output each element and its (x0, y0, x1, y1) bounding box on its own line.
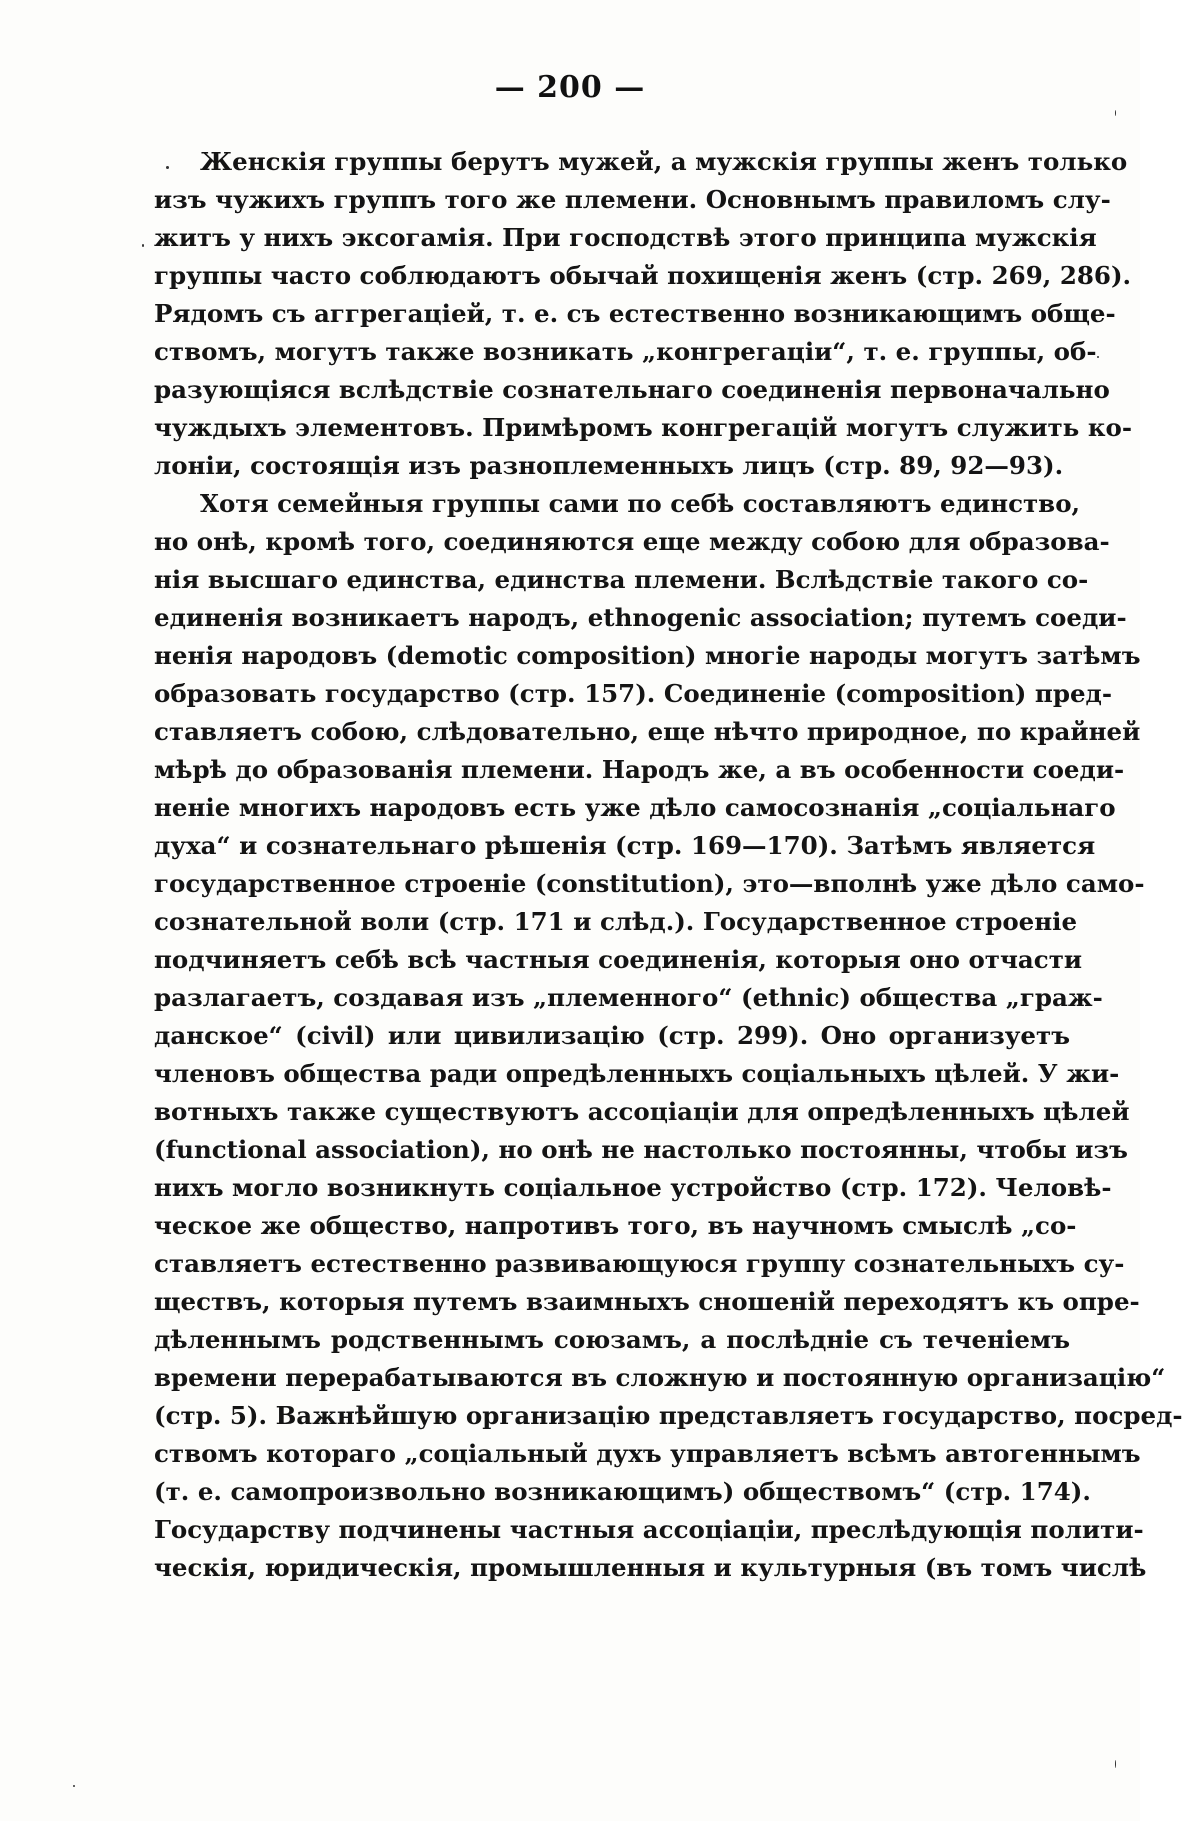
text-line: образовать государство (стр. 157). Соединеніе (composition) пред- (154, 679, 1113, 708)
paragraph-1 (154, 143, 1133, 485)
text-line: Рядомъ съ аггрегаціей, т. е. съ естественно возникающимъ обще- (154, 299, 1116, 328)
text-line: единенія возникаетъ народъ, ethnogenic association; путемъ соеди- (154, 603, 1127, 632)
body-text (154, 143, 1183, 1587)
text-line: мѣрѣ до образованія племени. Народъ же, а въ особенности соеди- (154, 755, 1125, 784)
text-line: данское“ (civil) или цивилизацію (стр. 299). Оно организуетъ (154, 1021, 1070, 1050)
text-line: нихъ могло возникнуть соціальное устройство (стр. 172). Человѣ- (154, 1173, 1112, 1202)
text-line: ствомъ, могутъ также возникать „конгрегаціи“, т. е. группы, об- (154, 337, 1097, 366)
text-line: ществъ, которыя путемъ взаимныхъ сношеній переходятъ къ опре- (154, 1287, 1140, 1316)
text-line: житъ у нихъ эксогамія. При господствѣ этого принципа мужскія (154, 223, 1097, 252)
text-line: ствомъ котораго „соціальный духъ управляетъ всѣмъ автогеннымъ (154, 1439, 1141, 1468)
text-line: лоніи, состоящія изъ разноплеменныхъ лицъ (стр. 89, 92—93). (154, 451, 1064, 480)
text-line: разлагаетъ, создавая изъ „племенного“ (ethnic) общества „граж- (154, 983, 1103, 1012)
scan-speck (166, 166, 169, 169)
text-line: государственное строеніе (constitution), это—вполнѣ уже дѣло само- (154, 869, 1145, 898)
text-line: дѣленнымъ родственнымъ союзамъ, а послѣдніе съ теченіемъ (154, 1325, 1070, 1354)
text-line: сознательной воли (стр. 171 и слѣд.). Государственное строеніе (154, 907, 1078, 936)
text-line: (functional association), но онѣ не настолько постоянны, чтобы изъ (154, 1135, 1128, 1164)
scan-speck (1097, 356, 1099, 358)
text-line: ческое же общество, напротивъ того, въ научномъ смыслѣ „со- (154, 1211, 1077, 1240)
text-line: нія высшаго единства, единства племени. Вслѣдствіе такого со- (154, 565, 1089, 594)
text-line: ческія, юридическія, промышленныя и культурныя (въ томъ числѣ (154, 1553, 1147, 1582)
text-line: Женскія группы берутъ мужей, а мужскія группы женъ только (200, 147, 1128, 176)
text-line: Государству подчинены частныя ассоціаціи, преслѣдующія полити- (154, 1515, 1144, 1544)
text-line: времени перерабатываются въ сложную и постоянную организацію“ (154, 1363, 1166, 1392)
text-line: ставляетъ естественно развивающуюся группу сознательныхъ су- (154, 1249, 1125, 1278)
scan-speck (1115, 110, 1116, 116)
text-line: чуждыхъ элементовъ. Примѣромъ конгрегацій могутъ служить ко- (154, 413, 1133, 442)
text-line: (стр. 5). Важнѣйшую организацію представляетъ государство, посред- (154, 1401, 1183, 1430)
text-line: членовъ общества ради опредѣленныхъ соціальныхъ цѣлей. У жи- (154, 1059, 1120, 1088)
text-line: ненія народовъ (demotic composition) многіе народы могутъ затѣмъ (154, 641, 1141, 670)
scan-speck (1115, 1760, 1116, 1768)
text-line: разующіяся вслѣдствіе сознательнаго соединенія первоначально (154, 375, 1110, 404)
text-line: но онѣ, кромѣ того, соединяются еще между собою для образова- (154, 527, 1110, 556)
text-line: вотныхъ также существуютъ ассоціаціи для опредѣленныхъ цѣлей (154, 1097, 1130, 1126)
text-line: Хотя семейныя группы сами по себѣ составляютъ единство, (200, 489, 1081, 518)
text-line: группы часто соблюдаютъ обычай похищенія женъ (стр. 269, 286). (154, 261, 1132, 290)
scan-speck (142, 244, 144, 247)
text-line: (т. е. самопроизвольно возникающимъ) обществомъ“ (стр. 174). (154, 1477, 1091, 1506)
page-number: — 200 — (494, 70, 646, 105)
paragraph-2 (154, 485, 1183, 1587)
text-line: неніе многихъ народовъ есть уже дѣло самосознанія „соціальнаго (154, 793, 1116, 822)
text-line: подчиняетъ себѣ всѣ частныя соединенія, которыя оно отчасти (154, 945, 1083, 974)
text-line: изъ чужихъ группъ того же племени. Основнымъ правиломъ слу- (154, 185, 1111, 214)
scan-speck (73, 1785, 75, 1787)
text-line: духа“ и сознательнаго рѣшенія (стр. 169—170). Затѣмъ является (154, 831, 1096, 860)
text-line: ставляетъ собою, слѣдовательно, еще нѣчто природное, по крайней (154, 717, 1141, 746)
